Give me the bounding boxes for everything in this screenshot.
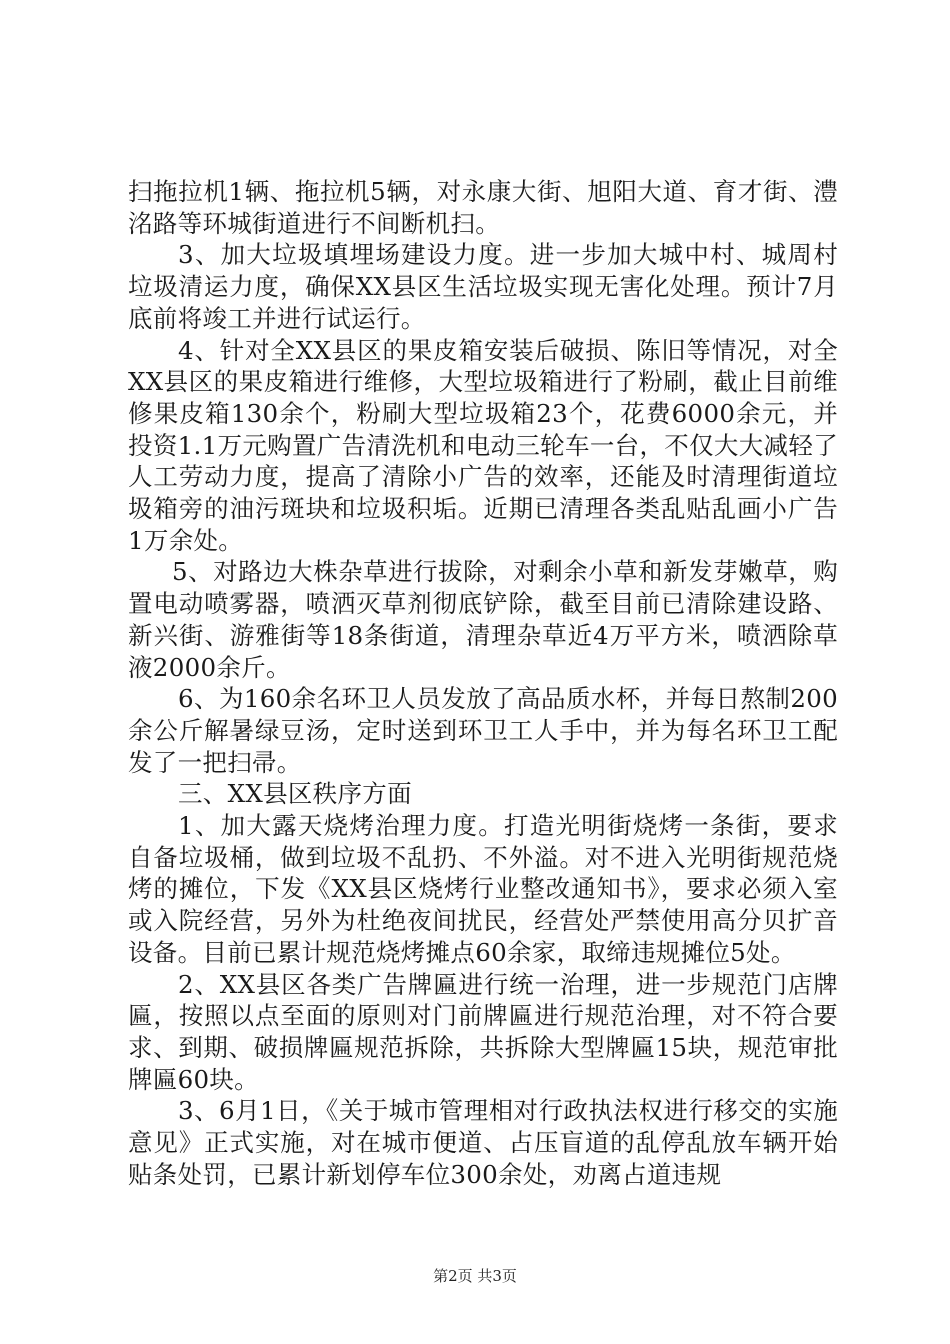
document-body — [128, 176, 838, 1191]
page-footer: 第2页 共3页 — [433, 1267, 517, 1285]
paragraph-item-6-sanitation-workers: 6、为160余名环卫人员发放了高品质水杯，并每日熬制200余公斤解暑绿豆汤，定时送到环卫工人手中，并为每名环卫工配发了一把扫帚。 — [128, 684, 838, 777]
section-heading-order: 三、XX县区秩序方面 — [178, 779, 412, 809]
paragraph-item-4-trash-bins: 4、针对全XX县区的果皮箱安装后破损、陈旧等情况，对全XX县区的果皮箱进行维修，大型垃圾箱进行了粉刷，截止目前维修果皮箱130余个，粉刷大型垃圾箱23个，花费6000余元，并投资1.1万元购置广告清洗机和电动三轮车一台，不仅大大减轻了人工劳动力度，提高了清除小广告的效率，还能及时清理街道垃圾箱旁的油污斑块和垃圾积垢。近期已清理各类乱贴乱画小广告1万余处。 — [128, 335, 838, 555]
paragraph-item-3-landfill: 3、加大垃圾填埋场建设力度。进一步加大城中村、城周村垃圾清运力度，确保XX县区生活垃圾实现无害化处理。预计7月底前将竣工并进行试运行。 — [128, 240, 838, 333]
paragraph-continuation: 扫拖拉机1辆、拖拉机5辆，对永康大街、旭阳大道、育才街、澧洺路等环城街道进行不间断机扫。 — [128, 177, 838, 238]
paragraph-order-item-3-parking: 3、6月1日，《关于城市管理相对行政执法权进行移交的实施意见》正式实施，对在城市便道、占压盲道的乱停乱放车辆开始贴条处罚，已累计新划停车位300余处，劝离占道违规 — [128, 1096, 838, 1189]
paragraph-order-item-2-signboards: 2、XX县区各类广告牌匾进行统一治理，进一步规范门店牌匾，按照以点至面的原则对门前牌匾进行规范治理，对不符合要求、到期、破损牌匾规范拆除，共拆除大型牌匾15块，规范审批牌匾60块。 — [128, 969, 838, 1094]
paragraph-order-item-1-bbq: 1、加大露天烧烤治理力度。打造光明街烧烤一条街，要求自备垃圾桶，做到垃圾不乱扔、不外溢。对不进入光明街规范烧烤的摊位，下发《XX县区烧烤行业整改通知书》，要求必须入室或入院经营，另外为杜绝夜间扰民，经营处严禁使用高分贝扩音设备。目前已累计规范烧烤摊点60余家，取缔违规摊位5处。 — [128, 811, 838, 967]
paragraph-item-5-weeds: 5、对路边大株杂草进行拔除，对剩余小草和新发芽嫩草，购置电动喷雾器，喷洒灭草剂彻底铲除，截至目前已清除建设路、新兴街、游雅街等18条街道，清理杂草近4万平方米，喷洒除草液2000余斤。 — [128, 557, 838, 682]
